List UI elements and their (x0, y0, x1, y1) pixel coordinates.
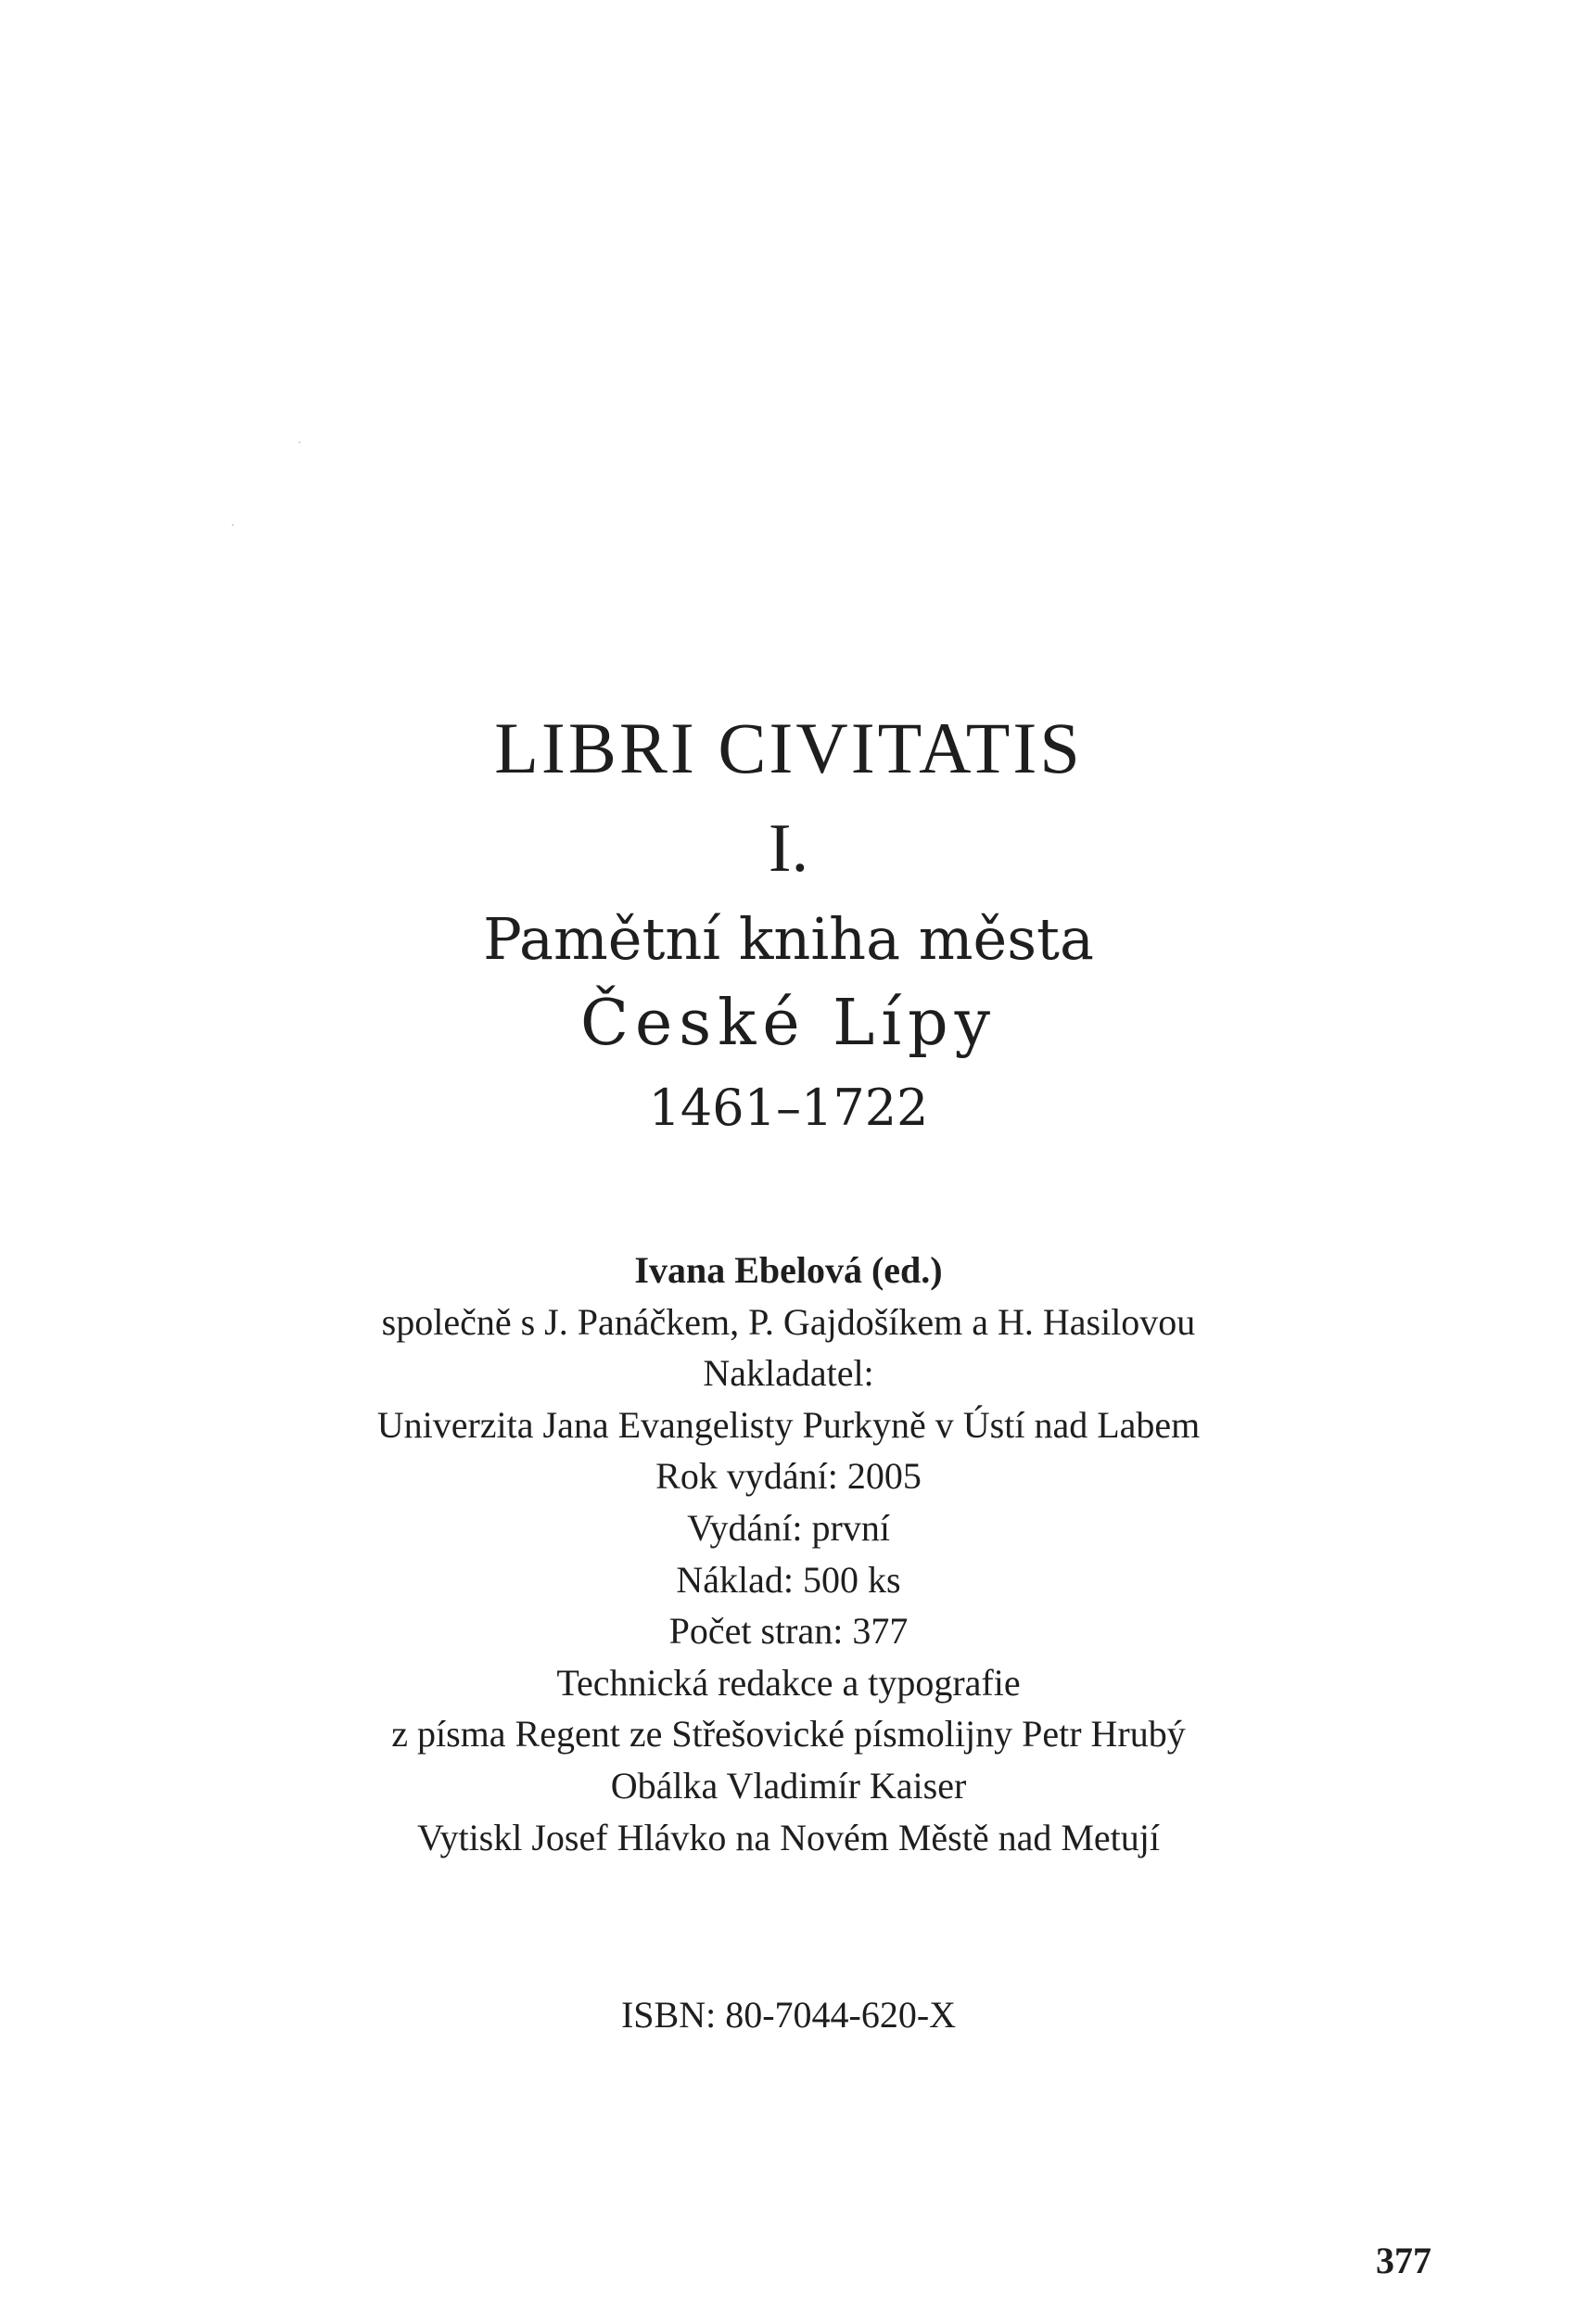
imprint-block (0, 1245, 1577, 1863)
book-title-line-2: České Lípy (579, 987, 998, 1060)
page-count: Počet stran: 377 (668, 1610, 909, 1653)
paper-speck (299, 441, 300, 443)
series-title: LIBRI CIVITATIS (494, 708, 1083, 788)
publisher-label: Nakladatel: (703, 1352, 874, 1395)
printer-credit: Vytiskl Josef Hlávko na Novém Městě nad Metují (417, 1816, 1160, 1858)
publisher-name: Univerzita Jana Evangelisty Purkyně v Ústí nad Labem (376, 1403, 1201, 1446)
isbn: ISBN: 80-7044-620-X (620, 1994, 957, 2036)
co-editors-line: společně s J. Panáčkem, P. Gajdošíkem a H. Hasilovou (381, 1300, 1196, 1343)
print-run: Náklad: 500 ks (676, 1558, 901, 1601)
page-number: 377 (1376, 2240, 1431, 2281)
cover-credit: Obálka Vladimír Kaiser (610, 1764, 967, 1807)
book-title-line-1: Pamětní kniha města (483, 905, 1094, 973)
publication-year: Rok vydání: 2005 (655, 1455, 922, 1498)
paper-speck (232, 524, 234, 526)
edition: Vydání: první (687, 1506, 890, 1549)
editor-line: Ivana Ebelová (ed.) (634, 1249, 943, 1291)
typography-credit-line-2: z písma Regent ze Střešovické písmolijny Petr Hrubý (391, 1713, 1186, 1756)
year-range: 1461–1722 (648, 1079, 929, 1137)
volume-number: I. (768, 811, 809, 887)
typography-credit-line-1: Technická redakce a typografie (556, 1661, 1021, 1704)
